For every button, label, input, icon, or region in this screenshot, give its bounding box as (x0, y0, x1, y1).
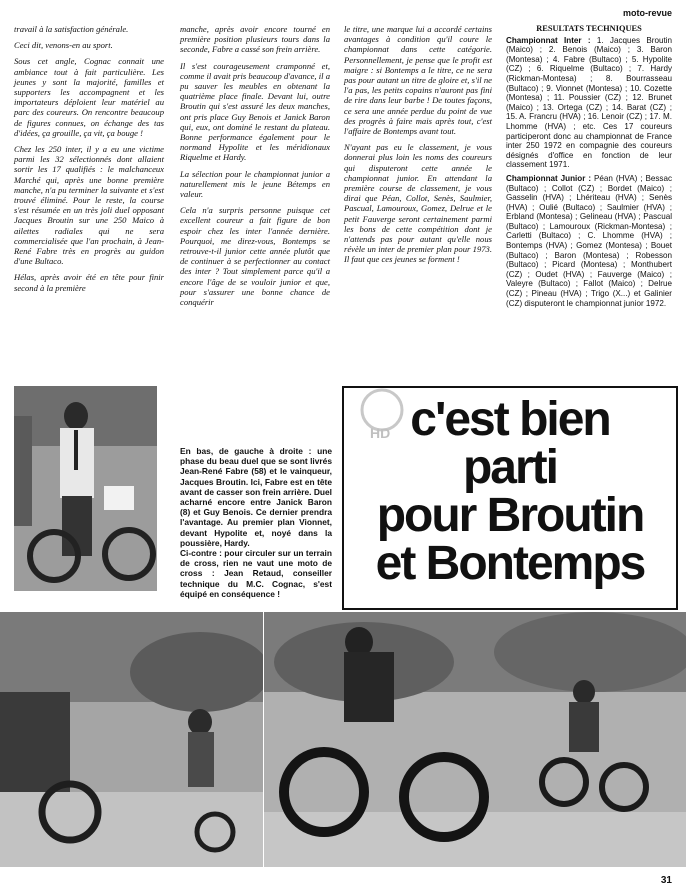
inter-results (506, 36, 672, 170)
paragraph: le titre, une marque lui a accordé certains avantages à condition qu'il coure le championnat dans cette catégorie. Personnellement, je pense que le profit est maigre : si Bontemps a le titre, ce ne sera pas pour autant un titre de gloire et, s'il ne l'a pas, les petits copains n'auront pas fini de rire dans leur barbe ! De toutes façons, ce sera une année perdue du point de vue des progrès à faire mais après tout, c'est l'affaire de Bontemps avant tout. (344, 24, 492, 137)
photo-race-right (264, 612, 686, 867)
article-column-3 (344, 24, 492, 271)
watermark-text: HD (370, 425, 391, 441)
headline-line: pour Broutin (376, 489, 644, 542)
article-column-1 (14, 24, 164, 299)
paragraph: travail à la satisfaction générale. (14, 24, 129, 34)
headline-line: c'est bien (410, 393, 610, 446)
photo-retaud-on-bike (14, 386, 157, 591)
paragraph: Hélas, après avoir été en tête pour finir second à la première (14, 272, 164, 293)
paragraph: La sélection pour le championnat junior a naturellement mis le jeune Bétemps en valeur. (180, 168, 330, 200)
paragraph: N'ayant pas eu le classement, je vous donnerai plus loin les noms des coureurs qui disputeront cette année le championnat junior. En attendant la première course de classement, je vous dirai que Péan, Collot, Senès, Saulmier, Pascual, Lamouroux, Gomez, Delrue et le petit Fauverge seront certainement parmi les bons de cette compétition dont je n'attends pas pour autant qu'elle nous révèle un inter de premier plan pour 1973. Il faut que ces jeunes se forment ! (344, 142, 492, 265)
paragraph: Chez les 250 inter, il y a eu une victime parmi les 32 sélectionnés dont allaient sortir les 17 qualifiés : le malchanceux Marché qui, après une bonne première manche, n'a pu terminer la suivante et s'est trouvé éliminé. Pour le reste, la course s'est résumée en un très joli duel opposant Jacques Broutin sur une 250 Maico à ailettes radiales qui ne sera commercialisée que l'an prochain, à Jean-René Fabre très en progrès au guidon d'une Bultaco. (14, 144, 164, 267)
watermark-logo (352, 382, 412, 442)
article-column-2 (180, 24, 330, 313)
results-column (506, 24, 672, 308)
photo-graphic (14, 386, 157, 591)
junior-results (506, 174, 672, 308)
junior-label: Championnat Junior : (506, 173, 592, 183)
junior-text: Péan (HVA) ; Bessac (Bultaco) ; Collot (CZ) ; Bordet (Maico) ; Gasselin (HVA) ; Lhériteau (HVA) ; Senès (HVA) ; Oulié (Bultaco) ; Saulmier (HVA) ; Erbland (Montesa) ; Gelineau (HVA) ; Pascual (Bultaco) ; Lamouroux (Rickman-Montesa) ; Carletti (Bultaco) ; C. Lhomme (HVA) ; Bontemps (HVA) ; Gomez (Montesa) ; Bouet (Bultaco) ; Baron (Montesa) ; Robesson (Bultaco) ; Picard (Montesa) ; Monthubert (CZ) ; Oudet (HVA) ; Fauverge (Maico) ; Valeyre (Bultaco) ; Fallot (Maico) ; Delrue (CZ) ; Pineau (HVA) ; Trigo (X...) et Galinier (CZ) disputeront le championnat junior 1972. (506, 173, 673, 308)
inter-label: Championnat Inter : (506, 35, 591, 45)
paragraph: Sous cet angle, Cognac connait une ambiance tout à fait particulière. Les jeunes y sont la majorité, familles et supporters les accompagnent et les importateurs déploient leur matériel au parc des coureurs. On rencontre beaucoup de figures connues, on échange des tas d'idées, ça grouille, ça vit, ça bouge ! (14, 56, 164, 138)
inter-text: 1. Jacques Broutin (Maico) ; 2. Benois (Maico) ; 3. Baron (Montesa) ; 4. Fabre (Bultaco) ; 5. Hypolite (CZ) ; 6. Riquelme (Bultaco) ; 7. Hardy (Rickman-Montesa) ; 8. Bourrasseau (Bultaco) ; 9. Vionnet (Montesa) ; 10. Cozette (Montesa) ; 11. Poussier (CZ) ; 12. Brunet (Maico) ; 13. Ortega (CZ) ; 14. Barat (CZ) ; 15. A. Francru (HVA) ; 16. Lenoir (CZ) ; 17. M. Lhomme (HVA) ; etc. Ces 17 coureurs participeront donc au championnat de France inter 250 1972 en compagnie des coureurs désignés d'office en fonction de leur classement 1971. (506, 35, 672, 170)
magazine-header: moto-revue (622, 8, 672, 18)
photo-caption (180, 446, 332, 599)
paragraph: manche, après avoir encore tourné en première position plusieurs tours dans la seconde, Fabre a cassé son frein arrière. (180, 24, 330, 55)
paragraph: Ceci dit, venons-en au sport. (14, 40, 113, 51)
headline-line: parti (462, 441, 557, 494)
headline-line: et Bontemps (375, 537, 645, 590)
caption-paragraph: Ci-contre : pour circuler sur un terrain de cross, rien ne vaut une moto de cross : Jean Retaud, conseiller technique du M.C. Cognac, s'est équipé en conséquence ! (180, 548, 332, 599)
photo-race-left (0, 612, 263, 867)
watermark-graphic (352, 382, 412, 442)
results-heading: RESULTATS TECHNIQUES (536, 24, 642, 33)
paragraph: Cela n'a surpris personne puisque cet excellent coureur a fait figure de bon espoir chez les inter l'année dernière. Pourquoi, me direz-vous, Bontemps se retrouve-t-il junior cette année plutôt que de continuer à se perfectionner au contact des inter ? Tout simplement parce qu'il a encore l'âge de se vouloir junior et que, pour s'assurer une bonne chance de conquérir (180, 205, 330, 308)
photo-graphic (264, 612, 686, 867)
page-number: 31 (660, 875, 672, 886)
caption-paragraph: En bas, de gauche à droite : une phase du beau duel que se sont livrés Jean-René Fabre (58) et le vainqueur, Jacques Broutin. Ici, Fabre est en tête avant de casser son frein arrière. Duel acharné encore entre Janick Baron (8) et Guy Benois. Ce dernier prendra l'avantage. Au premier plan Vionnet, devant Hypolite et, noyé dans la poussière, Hardy. (180, 446, 332, 548)
paragraph: Il s'est courageusement cramponné et, comme il avait pris beaucoup d'avance, il a pu sauver les meubles en obtenant la quatrième place finale. Devant lui, outre Broutin qui s'est assuré les deux manches, ont pris place Guy Benois et Janick Baron qui, eux, ont dominé le restant du plateau. Bonne performance également pour le normand Hypolite et les méridionaux Riquelme et Hardy. (180, 60, 330, 163)
photo-graphic (0, 612, 263, 867)
